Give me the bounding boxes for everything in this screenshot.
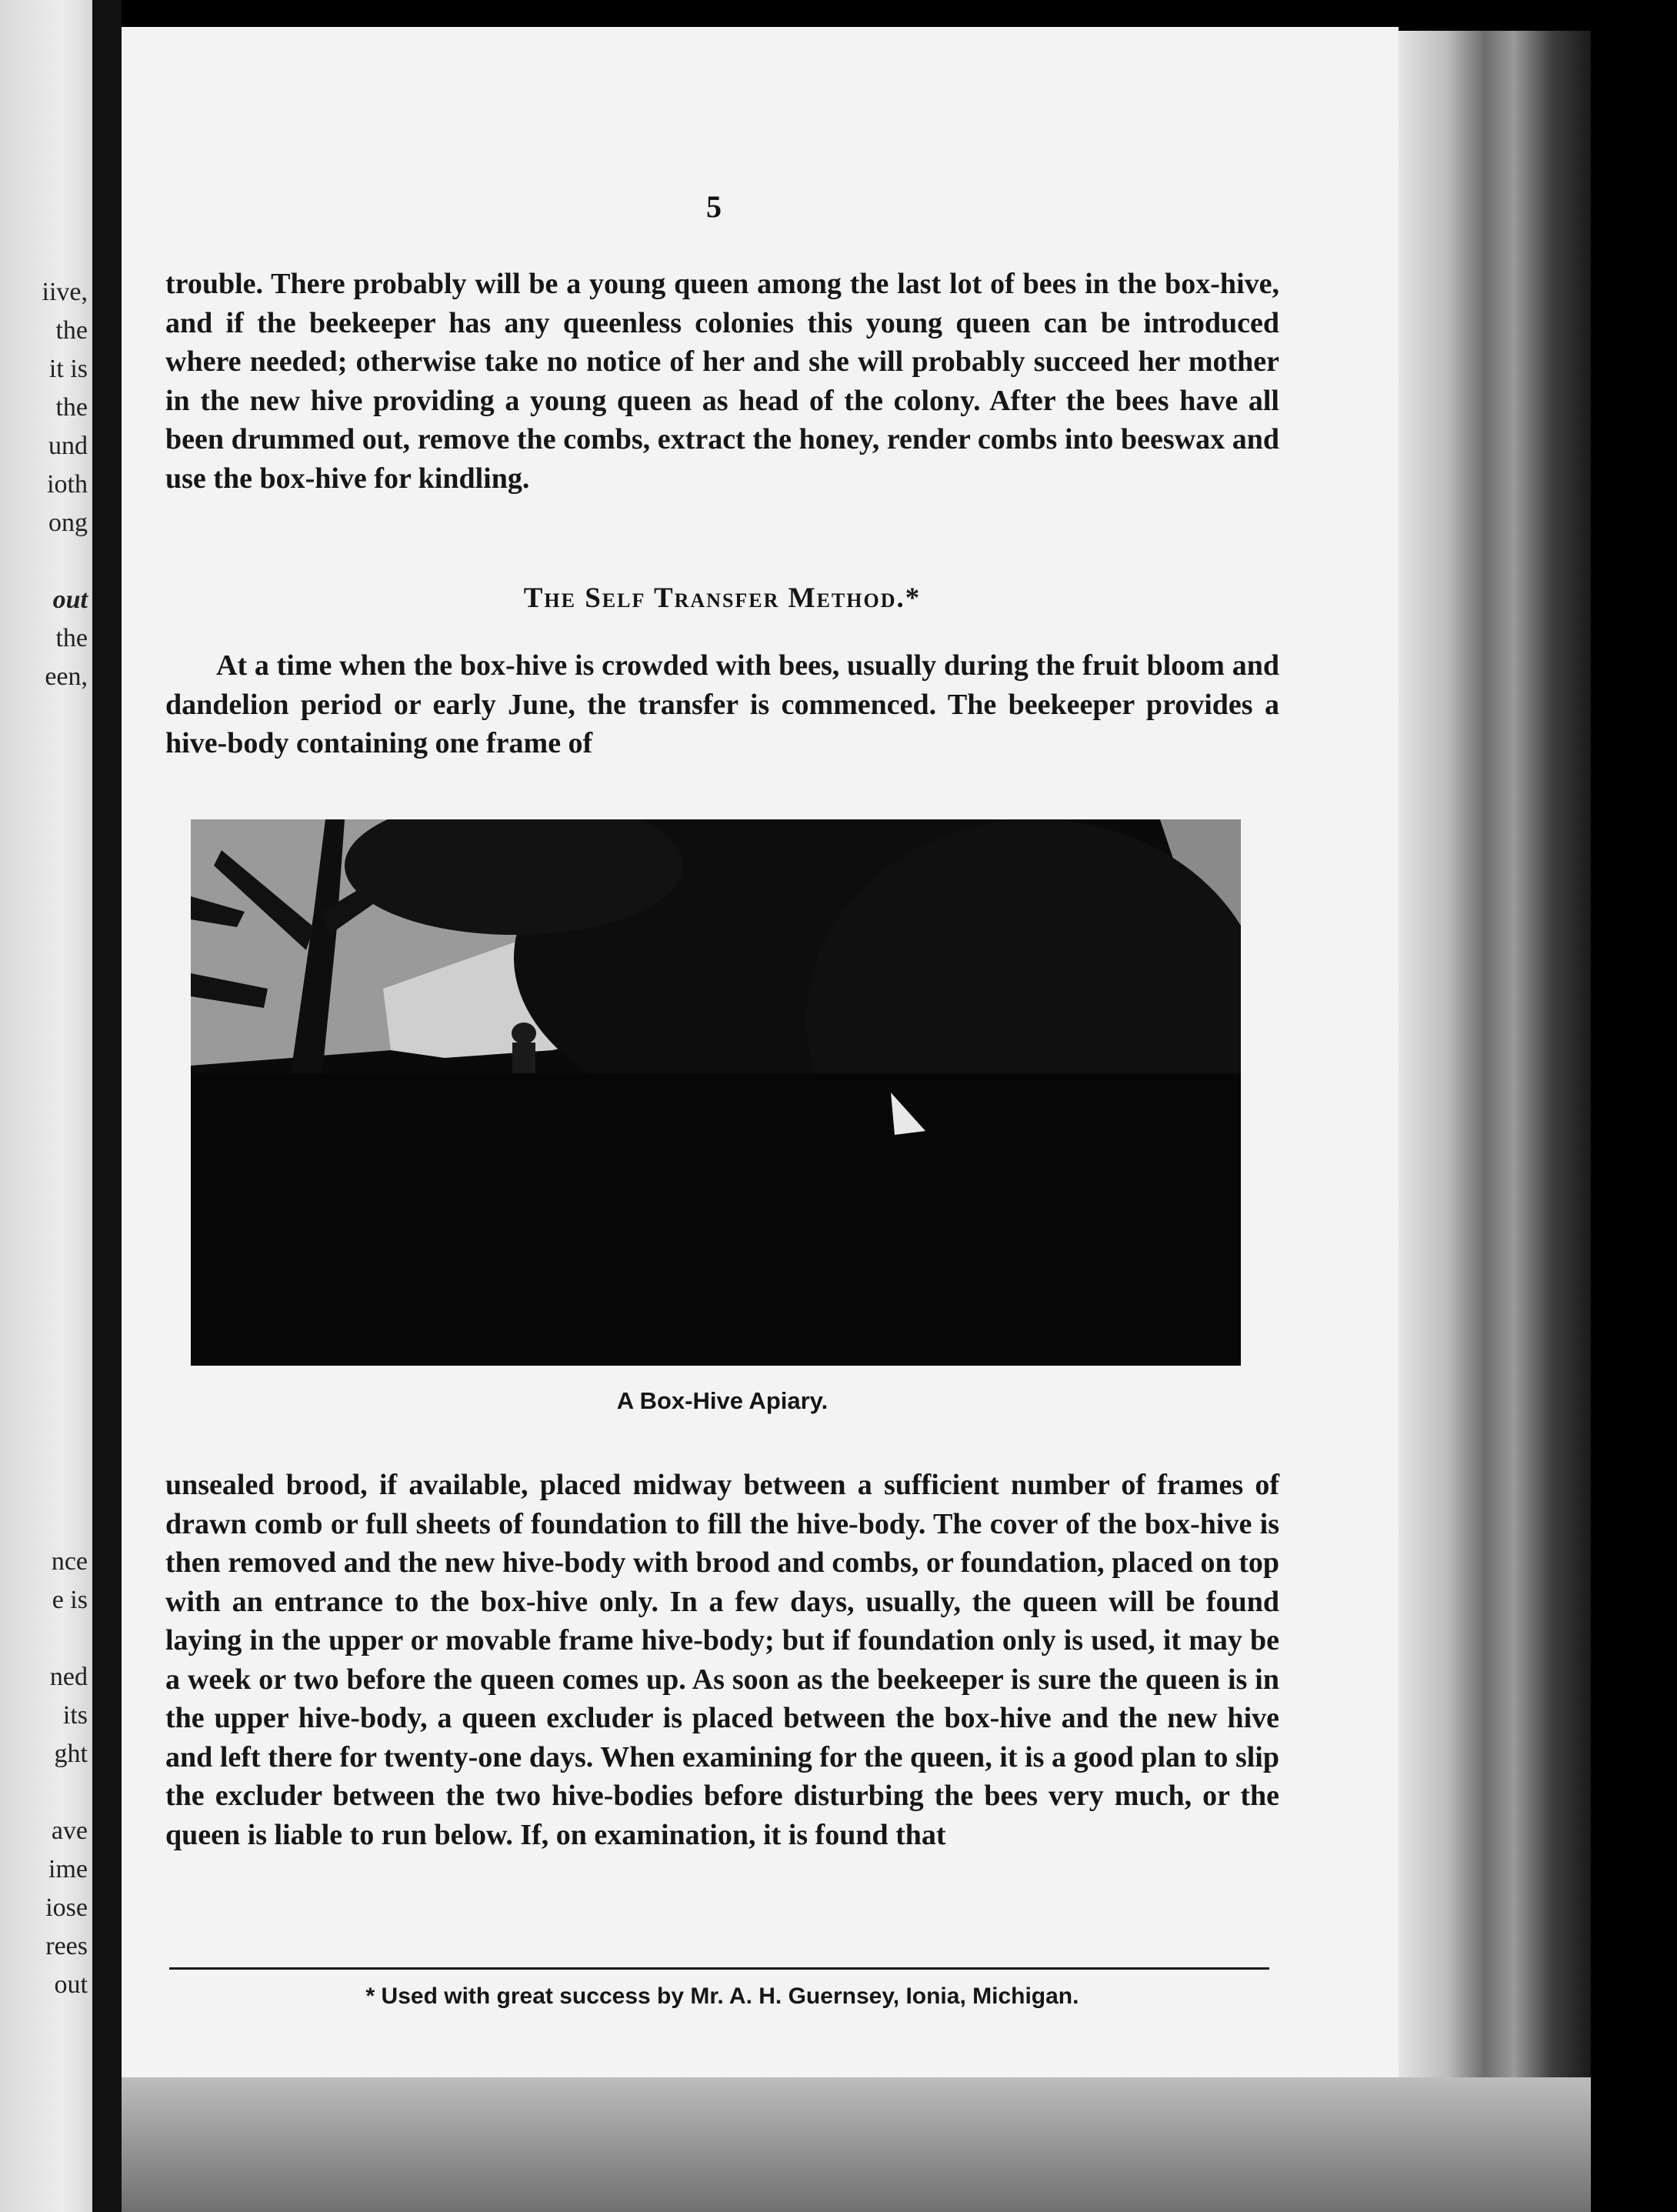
page-edge-stack [1399,31,1591,2170]
footnote-divider [169,1967,1269,1970]
fragment: the [55,316,88,345]
fragment: ime [48,1855,88,1883]
fragment: its [62,1701,88,1730]
footnote: * Used with great success by Mr. A. H. Guernsey, Ionia, Michigan. [365,1983,1079,2009]
book-gutter [92,0,122,2212]
paragraph-transfer-procedure: unsealed brood, if available, placed midway between a sufficient number of frames of drawn comb or full sheets of foundation to fill the hive-body. The cover of the box-hive is then removed and the new hive-body with brood and combs, or foundation, placed on top with an entrance to the box-hive only. In a few days, usually, the queen will be found laying in the upper or movable frame hive-body; but if foundation only is used, it may be a week or two before the queen comes up. As soon as the beekeeper is sure the queen is in the upper hive-body, a queen excluder is placed between the box-hive and the new hive and left there for twenty-one days. When examining for the queen, it is a good plan to slip the excluder between the two hive-bodies before disturbing the bees very much, or the queen is liable to run below. If, on examination, it is found that [165,1469,1279,1851]
fragment: und [48,432,88,460]
fragment: out [54,1970,88,1999]
fragment: the [55,624,88,652]
fragment: een, [45,662,88,691]
fragment: ioth [47,470,88,499]
fragment: ong [48,509,88,537]
fragment: rees [45,1932,88,1960]
fragment: the [55,393,88,422]
fragment: it is [48,355,88,383]
fragment: out [52,586,88,614]
fragment: ght [54,1740,88,1768]
fragment: e is [52,1586,88,1614]
fragment: iose [45,1893,88,1922]
section-heading: The Self Transfer Method.* [523,582,922,614]
fragment: nce [51,1547,88,1576]
previous-page-text-fragments [0,0,92,2212]
fragment: ned [49,1663,88,1691]
apiary-photograph [191,819,1241,1366]
fragment: iive, [42,278,88,306]
photo-caption: A Box-Hive Apiary. [616,1387,828,1414]
paragraph-self-transfer-intro: At a time when the box-hive is crowded with bees, usually during the fruit bloom and dandelion period or early June, the transfer is commenced. The beekeeper provides a hive-body containing one frame of [165,649,1279,759]
page-number: 5 [706,189,722,224]
apiary-photo-illustration [191,819,1241,1366]
paragraph-continued: trouble. There probably will be a young queen among the last lot of bees in the box-hive, and if the beekeeper has any queenless colonies this young queen can be introduced where needed; otherwise take no notice of her and she will probably succeed her mother in the new hive providing a young queen as head of the colony. After the bees have all been drummed out, remove the combs, extract the honey, render combs into beeswax and use the box-hive for kindling. [165,268,1279,495]
fragment: ave [51,1817,88,1845]
